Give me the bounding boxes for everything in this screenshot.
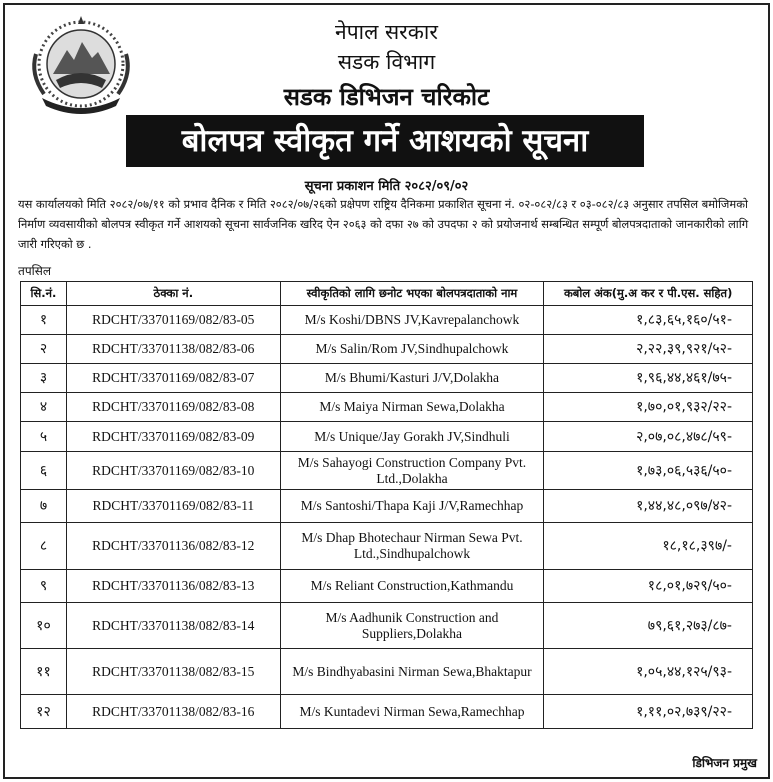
row-amount: २,०७,०८,४७८/५९- bbox=[544, 422, 753, 452]
table-row bbox=[21, 452, 753, 490]
row-bidder: M/s Reliant Construction,Kathmandu bbox=[280, 570, 544, 603]
publish-date: सूचना प्रकाशन मिति २०८२/०९/०२ bbox=[304, 179, 469, 194]
table-row bbox=[21, 570, 753, 603]
office-name: सडक डिभिजन चरिकोट bbox=[283, 83, 490, 111]
row-sn: ११ bbox=[21, 649, 67, 695]
row-contract: RDCHT/33701136/082/83-13 bbox=[66, 570, 280, 603]
bid-table bbox=[20, 281, 753, 729]
row-contract: RDCHT/33701169/082/83-10 bbox=[66, 452, 280, 490]
govt-name: नेपाल सरकार bbox=[335, 20, 438, 44]
table-row bbox=[21, 306, 753, 335]
table-header-row bbox=[21, 282, 753, 306]
row-sn: ९ bbox=[21, 570, 67, 603]
row-contract: RDCHT/33701138/082/83-06 bbox=[66, 335, 280, 364]
row-contract: RDCHT/33701169/082/83-07 bbox=[66, 364, 280, 393]
row-amount: १,११,०२,७३९/२२- bbox=[544, 695, 753, 729]
row-sn: ७ bbox=[21, 490, 67, 523]
row-contract: RDCHT/33701169/082/83-05 bbox=[66, 306, 280, 335]
tapasil-label: तपसिल bbox=[18, 264, 52, 278]
header-contract: ठेक्का नं. bbox=[66, 282, 280, 306]
intro-paragraph: यस कार्यालयको मिति २०८२/०७/११ को प्रभाव दैनिक र मिति २०८२/०७/२६को प्रक्षेपण राष्ट्रिय दैनिकमा प्रकाशित सूचना नं. ०२-०८२/८३ र ०३-०८२/८३ अनुसार तपसिल बमोजिमको निर्माण व्यवसायीको बोलपत्र स्वीकृत गर्ने आशयको सूचना सार्वजनिक खरिद ऐन २०६३ को दफा २७ को उपदफा २ को प्रयोजनार्थ सम्बन्धित सम्पूर्ण बोलपत्रदाताको जानकारीको लागि जारी गरिएको छ . bbox=[18, 197, 749, 251]
row-amount: १,४४,४८,०९७/४२- bbox=[544, 490, 753, 523]
header-amount: कबोल अंक(मु.अ कर र पी.एस. सहित) bbox=[544, 282, 753, 306]
row-bidder: M/s Unique/Jay Gorakh JV,Sindhuli bbox=[280, 422, 544, 452]
row-bidder: M/s Sahayogi Construction Company Pvt. Ltd.,Dolakha bbox=[280, 452, 544, 490]
header-bidder: स्वीकृतिको लागि छनोट भएका बोलपत्रदाताको नाम bbox=[280, 282, 544, 306]
row-sn: १ bbox=[21, 306, 67, 335]
row-contract: RDCHT/33701169/082/83-08 bbox=[66, 393, 280, 422]
row-sn: ८ bbox=[21, 523, 67, 570]
table-row bbox=[21, 490, 753, 523]
row-sn: १० bbox=[21, 603, 67, 649]
row-contract: RDCHT/33701138/082/83-15 bbox=[66, 649, 280, 695]
department-name: सडक विभाग bbox=[337, 50, 436, 74]
row-contract: RDCHT/33701138/082/83-16 bbox=[66, 695, 280, 729]
table-row bbox=[21, 393, 753, 422]
row-bidder: M/s Salin/Rom JV,Sindhupalchowk bbox=[280, 335, 544, 364]
row-bidder: M/s Dhap Bhotechaur Nirman Sewa Pvt. Ltd.,Sindhupalchowk bbox=[280, 523, 544, 570]
row-sn: ५ bbox=[21, 422, 67, 452]
row-amount: २,२२,३९,९२१/५२- bbox=[544, 335, 753, 364]
row-sn: ३ bbox=[21, 364, 67, 393]
row-bidder: M/s Maiya Nirman Sewa,Dolakha bbox=[280, 393, 544, 422]
header-sn: सि.नं. bbox=[21, 282, 67, 306]
row-contract: RDCHT/33701136/082/83-12 bbox=[66, 523, 280, 570]
row-contract: RDCHT/33701138/082/83-14 bbox=[66, 603, 280, 649]
row-sn: ६ bbox=[21, 452, 67, 490]
row-sn: १२ bbox=[21, 695, 67, 729]
row-sn: २ bbox=[21, 335, 67, 364]
table-row bbox=[21, 364, 753, 393]
row-bidder: M/s Kuntadevi Nirman Sewa,Ramechhap bbox=[280, 695, 544, 729]
row-bidder: M/s Aadhunik Construction and Suppliers,Dolakha bbox=[280, 603, 544, 649]
row-bidder: M/s Koshi/DBNS JV,Kavrepalanchowk bbox=[280, 306, 544, 335]
row-amount: १,८३,६५,१६०/५१- bbox=[544, 306, 753, 335]
table-row bbox=[21, 603, 753, 649]
table-row bbox=[21, 649, 753, 695]
table-row bbox=[21, 523, 753, 570]
row-amount: १८,०१,७२९/५०- bbox=[544, 570, 753, 603]
row-amount: १८,१८,३९७/- bbox=[544, 523, 753, 570]
signature-label: डिभिजन प्रमुख bbox=[692, 756, 757, 770]
row-sn: ४ bbox=[21, 393, 67, 422]
row-amount: १,७०,०१,९३२/२२- bbox=[544, 393, 753, 422]
table-row bbox=[21, 335, 753, 364]
row-bidder: M/s Bhumi/Kasturi J/V,Dolakha bbox=[280, 364, 544, 393]
row-bidder: M/s Bindhyabasini Nirman Sewa,Bhaktapur bbox=[280, 649, 544, 695]
row-amount: १,९६,४४,४६१/७५- bbox=[544, 364, 753, 393]
row-contract: RDCHT/33701169/082/83-11 bbox=[66, 490, 280, 523]
row-amount: १,०५,४४,१२५/९३- bbox=[544, 649, 753, 695]
table-row bbox=[21, 695, 753, 729]
row-amount: ७९,६१,२७३/८७- bbox=[544, 603, 753, 649]
row-amount: १,७३,०६,५३६/५०- bbox=[544, 452, 753, 490]
table-row bbox=[21, 422, 753, 452]
row-contract: RDCHT/33701169/082/83-09 bbox=[66, 422, 280, 452]
notice-title: बोलपत्र स्वीकृत गर्ने आशयको सूचना bbox=[126, 115, 644, 167]
row-bidder: M/s Santoshi/Thapa Kaji J/V,Ramechhap bbox=[280, 490, 544, 523]
